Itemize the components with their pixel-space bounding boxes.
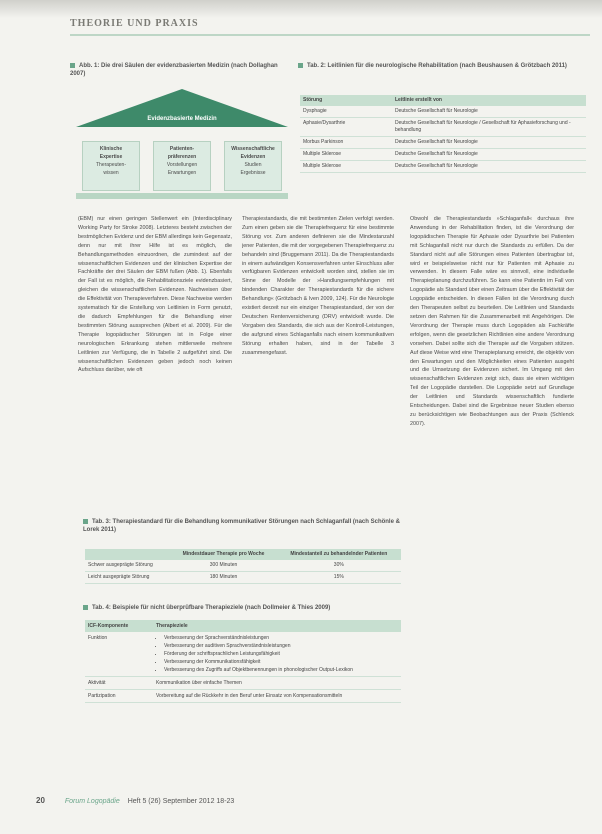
table-row: Multiple Sklerose Deutsche Gesellschaft für Neurologie xyxy=(300,149,586,161)
issue-info: Heft 5 (26) September 2012 18-23 xyxy=(127,798,235,805)
table-header: Leitlinie erstellt von xyxy=(392,95,586,106)
table-header: Therapieziele xyxy=(153,620,401,632)
fig1-base xyxy=(76,193,288,199)
tab3-table xyxy=(85,549,401,584)
list-item: • Förderung der schriftsprachlichen Leistungsfähigkeit xyxy=(164,650,398,658)
fig1-caption: Abb. 1: Die drei Säulen der evidenzbasierten Medizin (nach Dollaghan 2007) xyxy=(70,63,278,77)
table-header: ICF-Komponente xyxy=(85,620,153,632)
table-row: Funktion • Verbesserung der Sprachverständnisleistungen • Verbesserung der auditiven Sprachverständnisleistungen • Förderung der schriftsprachlichen Leistungsfähigkeit • Verbesserung der Kommunikationsfähigkeit • Verbesserung des Zugriffs auf Objektbenennungen in phonologischer Output-Lexikon xyxy=(85,632,401,677)
journal-name: Forum Logopädie xyxy=(64,798,120,805)
table-row: Partizipation Vorbereitung auf die Rückkehr in den Beruf unter Einsatz von Kompensationsmitteln xyxy=(85,690,401,703)
page-footer xyxy=(36,796,234,805)
bullet-square-icon xyxy=(83,605,88,610)
tab4-caption: Tab. 4: Beispiele für nicht überprüfbare Therapieziele (nach Dollmeier & Thies 2009) xyxy=(83,604,401,612)
table-row: Morbus Parkinson Deutsche Gesellschaft für Neurologie xyxy=(300,137,586,149)
tab2-caption: Tab. 2: Leitlinien für die neurologische Rehabilitation (nach Beushausen & Grötzbach 2011) xyxy=(298,62,588,70)
table-row: Dysphagie Deutsche Gesellschaft für Neurologie xyxy=(300,106,586,118)
table-row: Schwer ausgeprägte Störung 300 Minuten 30% xyxy=(85,560,401,572)
fig1-roof-label: Evidenzbasierte Medizin xyxy=(147,116,217,122)
table-row: Leicht ausgeprägte Störung 180 Minuten 15% xyxy=(85,572,401,584)
tab4-table xyxy=(85,620,401,703)
body-column-1: (EBM) nur einen geringen Stellenwert ein (Interdisciplinary Working Party for Stroke 2008). Letzteres besteht zwischen der bestmöglichen Evidenz und der EBM allerdings kein Gegensatz, denn nur mit ihrer Hilfe ist es möglich, die Behandlungsmethoden einzuordnen, die zumindest auf der wissenschaftlichen Evidenzen und der klinischen Expertise der Fachkräfte der drei Säulen der EBM fußen (Abb. 1). Ebenfalls der Fall ist es möglich, die Rehabilitationsziele evidenzbasiert, gleichen die wissenschaftlichen Evidenzen. Nachweisen über die Effektivität von Therapieverfahren. Diese Nachweise werden systematisch für die Erstellung von Leitlinien in Form genutzt, die dadurch Empfehlungen für die Behandlung einer bestimmten Störung aussprechen (Albert et al. 2009). Für die Therapie logopädischer Störungen ist in Folge einer neurologischen Erkrankung stehen mittlerweile mehrere Leitlinien zur Verfügung, die in Tabelle 2 aufgeführt sind. Die wissenschaftlichen Evidenzen geben jedoch noch keinen Aufschluss darüber, wie oft xyxy=(78,216,232,374)
table-row: Aphasie/Dysarthrie Deutsche Gesellschaft für Neurologie / Gesellschaft für Aphasieforschung und -behandlung xyxy=(300,118,586,137)
bullet-square-icon xyxy=(298,63,303,68)
body-column-3: Obwohl die Therapiestandards »Schlaganfall« durchaus ihre Anwendung in der Rehabilitation finden, ist die Verordnung der logopädischen Therapie für Aphasie oder Dysarthrie bei Patienten mit Schlaganfall nicht nur durch die Standards zu erfüllen. Da der Standard nicht auf alle Störungen eines Patienten übertragbar ist, wird er beispielsweise nicht nur für Patienten mit Aphasie zu verwenden. In diesem Falle wäre es sinnvoll, eine individuelle Therapieplanung durchzuführen. So kann eine Patientin im Fall von Logopädie als Standard über einen Zeitraum über die Effektivität der Logopädie entscheiden. In diesen Fällen ist die Verordnung durch den Therapeuten selbst zu beurteilen. Die Leitlinien und Standards setzen den Rahmen für die Zusammenarbeit mit Angehörigen. Die Verordnung der Therapie muss durch Logopäden als Fachkräfte erfolgen, wenn die gesetzlichen Richtlinien eine andere Verordnung vorsehen. Dabei sollte sich die Therapie auf die Vorgaben stützen. Auf diese Weise wird eine Therapieplanung erreicht, die objektiv von den Erwartungen und den Möglichkeiten eines Patienten ausgeht und die Umsetzung der Evidenzen sichert. Im Umgang mit den wissenschaftlichen Evidenzen zeigt sich, dass sie einen wichtigen Teil der Logopädie darstellen. Die Logopädie setzt auf Grundlage der Leitlinien und Standards wissenschaftlich fundierte Entscheidungen. Dabei sind die Ergebnisse neuer Studien ebenso zu berücksichtigen wie Beobachtungen aus der Praxis (Schlenck 2007). xyxy=(410,216,574,427)
list-item: • Verbesserung der Kommunikationsfähigkeit xyxy=(164,658,398,666)
list-item: • Verbesserung der auditiven Sprachverständnisleistungen xyxy=(164,642,398,650)
list-item: • Verbesserung des Zugriffs auf Objektbenennungen in phonologischer Output-Lexikon xyxy=(164,666,398,674)
table-header: Störung xyxy=(300,95,392,106)
table-row: Aktivität Kommunikation über einfache Themen xyxy=(85,677,401,690)
bullet-square-icon xyxy=(70,63,75,68)
bullet-square-icon xyxy=(83,519,88,524)
tab3-caption: Tab. 3: Therapiestandard für die Behandlung kommunikativer Störungen nach Schlaganfall (nach Schönle & Lorek 2011) xyxy=(83,519,400,533)
fig1-pillar: Klinische Expertise Therapeuten- wissen xyxy=(82,141,140,191)
scan-shadow xyxy=(0,0,602,18)
page-number: 20 xyxy=(36,796,45,805)
table-header: Mindestanteil zu behandelnder Patienten xyxy=(277,549,401,560)
table-header: Mindestdauer Therapie pro Woche xyxy=(170,549,276,560)
body-column-2: Therapiestandards, die mit bestimmten Zielen verfolgt werden. Zum einen geben sie die Therapiefrequenz für eine bestimmte Störung vor. Zum anderen definieren sie die Mindestanzahl jener Patienten, die mit der vorgegebenen Therapiefrequenz zu behandeln sind (Bruggemann 2011). Da die Therapiestandards in einem aufwändigen Konsensverfahren unter Einschluss aller verfügbaren Evidenzen entwickelt worden sind, stellen sie im Sinne der Modelle der »Handlungsempfehlungen mit bindenden Charakter der Therapiestandards für die sichere Behandlung« (Grötzbach & Iven 2009, 124). Für die Neurologie existiert derzeit nur ein einziger Therapiestandard, der von der Deutschen Rentenversicherung (DRV) entwickelt wurde. Die Vorgaben des Standards, die sich aus der Kontroll-Leistungen, die aufgrund eines Schlaganfalls nach einem kommunikativen Störung erhalten haben, sind in der Tabelle 3 zusammengefasst. xyxy=(242,216,394,356)
section-header: THEORIE UND PRAXIS xyxy=(70,18,199,29)
fig1-pillar: Patienten- präferenzen Vorstellungen Erwartungen xyxy=(153,141,211,191)
header-rule xyxy=(70,34,590,36)
fig1-pillar: Wissenschaftliche Evidenzen Studien Ergebnisse xyxy=(224,141,282,191)
table-row: Multiple Sklerose Deutsche Gesellschaft für Neurologie xyxy=(300,161,586,173)
tab2-table xyxy=(300,95,586,173)
list-item: • Verbesserung der Sprachverständnisleistungen xyxy=(164,634,398,642)
